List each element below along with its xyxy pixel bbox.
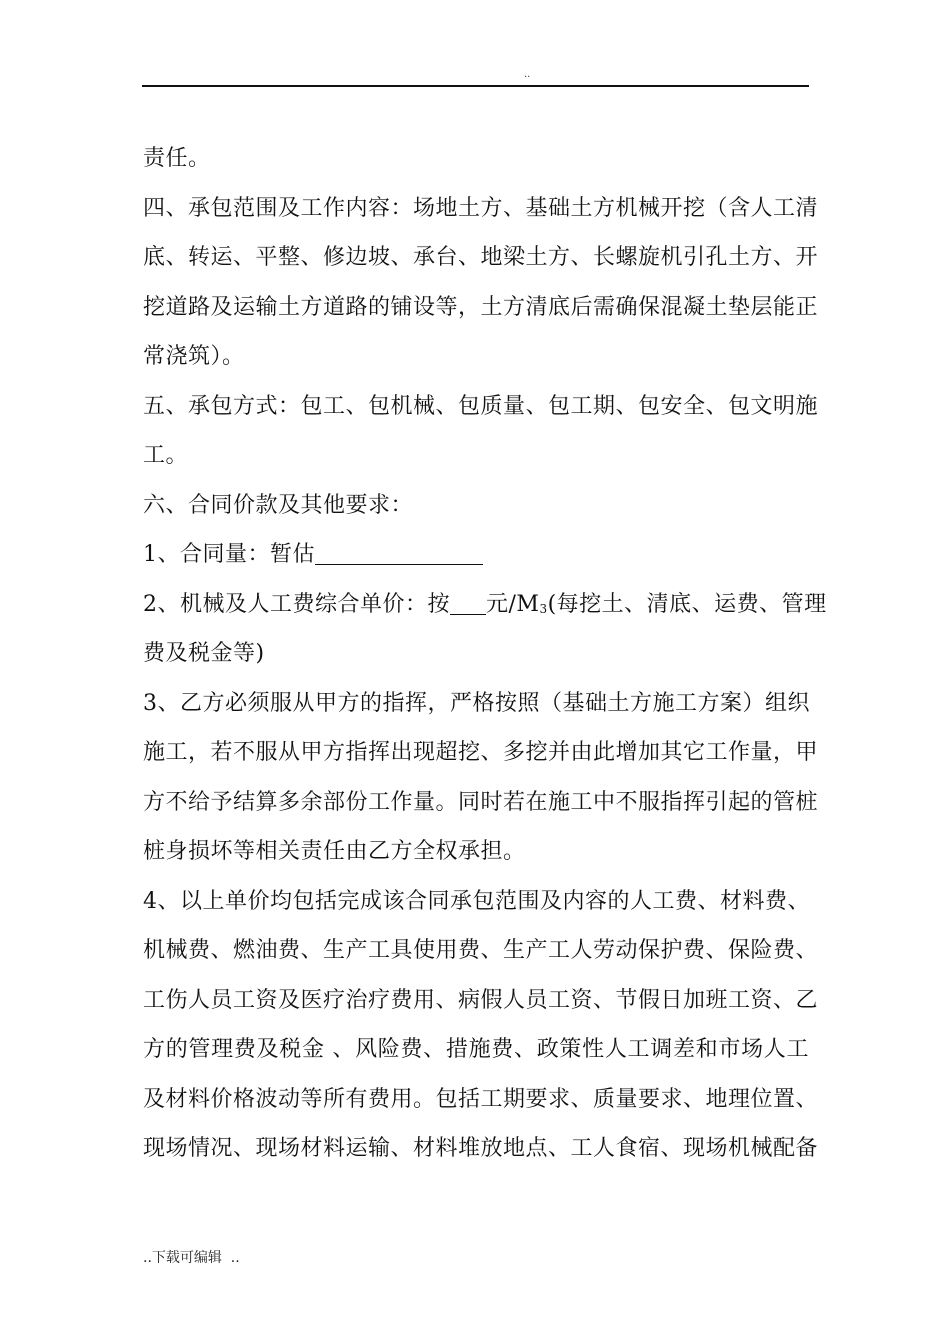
unit-price-label: 2、机械及人工费综合单价：按 bbox=[143, 591, 450, 617]
text-line: 桩身损坏等相关责任由乙方全权承担。 bbox=[143, 839, 526, 864]
unit-price-note: (每挖土、清底、运费、管理 bbox=[547, 591, 827, 617]
text-line: 方的管理费及税金 、风险费、措施费、政策性人工调差和市场人工 bbox=[143, 1037, 809, 1062]
unit-price-blank bbox=[450, 592, 486, 615]
text-line: 4、以上单价均包括完成该合同承包范围及内容的人工费、材料费、 bbox=[143, 888, 810, 914]
unit-price-line bbox=[143, 580, 827, 630]
text-line: 底、转运、平整、修边坡、承台、地梁土方、长螺旋机引孔土方、开 bbox=[143, 245, 819, 270]
text-line: 机械费、燃油费、生产工具使用费、生产工人劳动保护费、保险费、 bbox=[143, 938, 819, 963]
text-line: 及材料价格波动等所有费用。包括工期要求、质量要求、地理位置、 bbox=[143, 1086, 819, 1112]
text-line: 工。 bbox=[143, 443, 189, 468]
text-line: 四、承包范围及工作内容：场地土方、基础土方机械开挖（含人工清 bbox=[143, 195, 819, 221]
unit-price-unit: 元/M bbox=[486, 591, 540, 617]
text-line: 现场情况、现场材料运输、材料堆放地点、工人食宿、现场机械配备 bbox=[143, 1136, 819, 1161]
text-line: 3、乙方必须服从甲方的指挥，严格按照（基础土方施工方案）组织 bbox=[143, 690, 810, 716]
text-line: 费及税金等) bbox=[143, 641, 265, 666]
text-line: 工伤人员工资及医疗治疗费用、病假人员工资、节假日加班工资、乙 bbox=[143, 987, 819, 1013]
text-line: 五、承包方式：包工、包机械、包质量、包工期、包安全、包文明施 bbox=[143, 393, 819, 419]
text-line: 方不给予结算多余部份工作量。同时若在施工中不服指挥引起的管桩 bbox=[143, 789, 819, 815]
header-mark: .. bbox=[524, 69, 531, 80]
text-line: 常浇筑）。 bbox=[143, 344, 245, 369]
contract-quantity-blank bbox=[315, 542, 483, 565]
unit-price-unit-exponent: 3 bbox=[539, 601, 548, 616]
text-line: 挖道路及运输土方道路的铺设等，土方清底后需确保混凝土垫层能正 bbox=[143, 294, 819, 320]
document-body bbox=[143, 134, 827, 1174]
contract-quantity-line bbox=[143, 530, 809, 580]
text-line: 六、合同价款及其他要求： bbox=[143, 492, 414, 518]
footer-note: ..下载可编辑 .. bbox=[143, 1250, 240, 1266]
text-line: 施工，若不服从甲方指挥出现超挖、多挖并由此增加其它工作量，甲 bbox=[143, 740, 819, 765]
header-rule bbox=[142, 85, 809, 87]
text-line: 责任。 bbox=[143, 146, 211, 171]
contract-quantity-label: 1、合同量：暂估 bbox=[143, 542, 315, 567]
